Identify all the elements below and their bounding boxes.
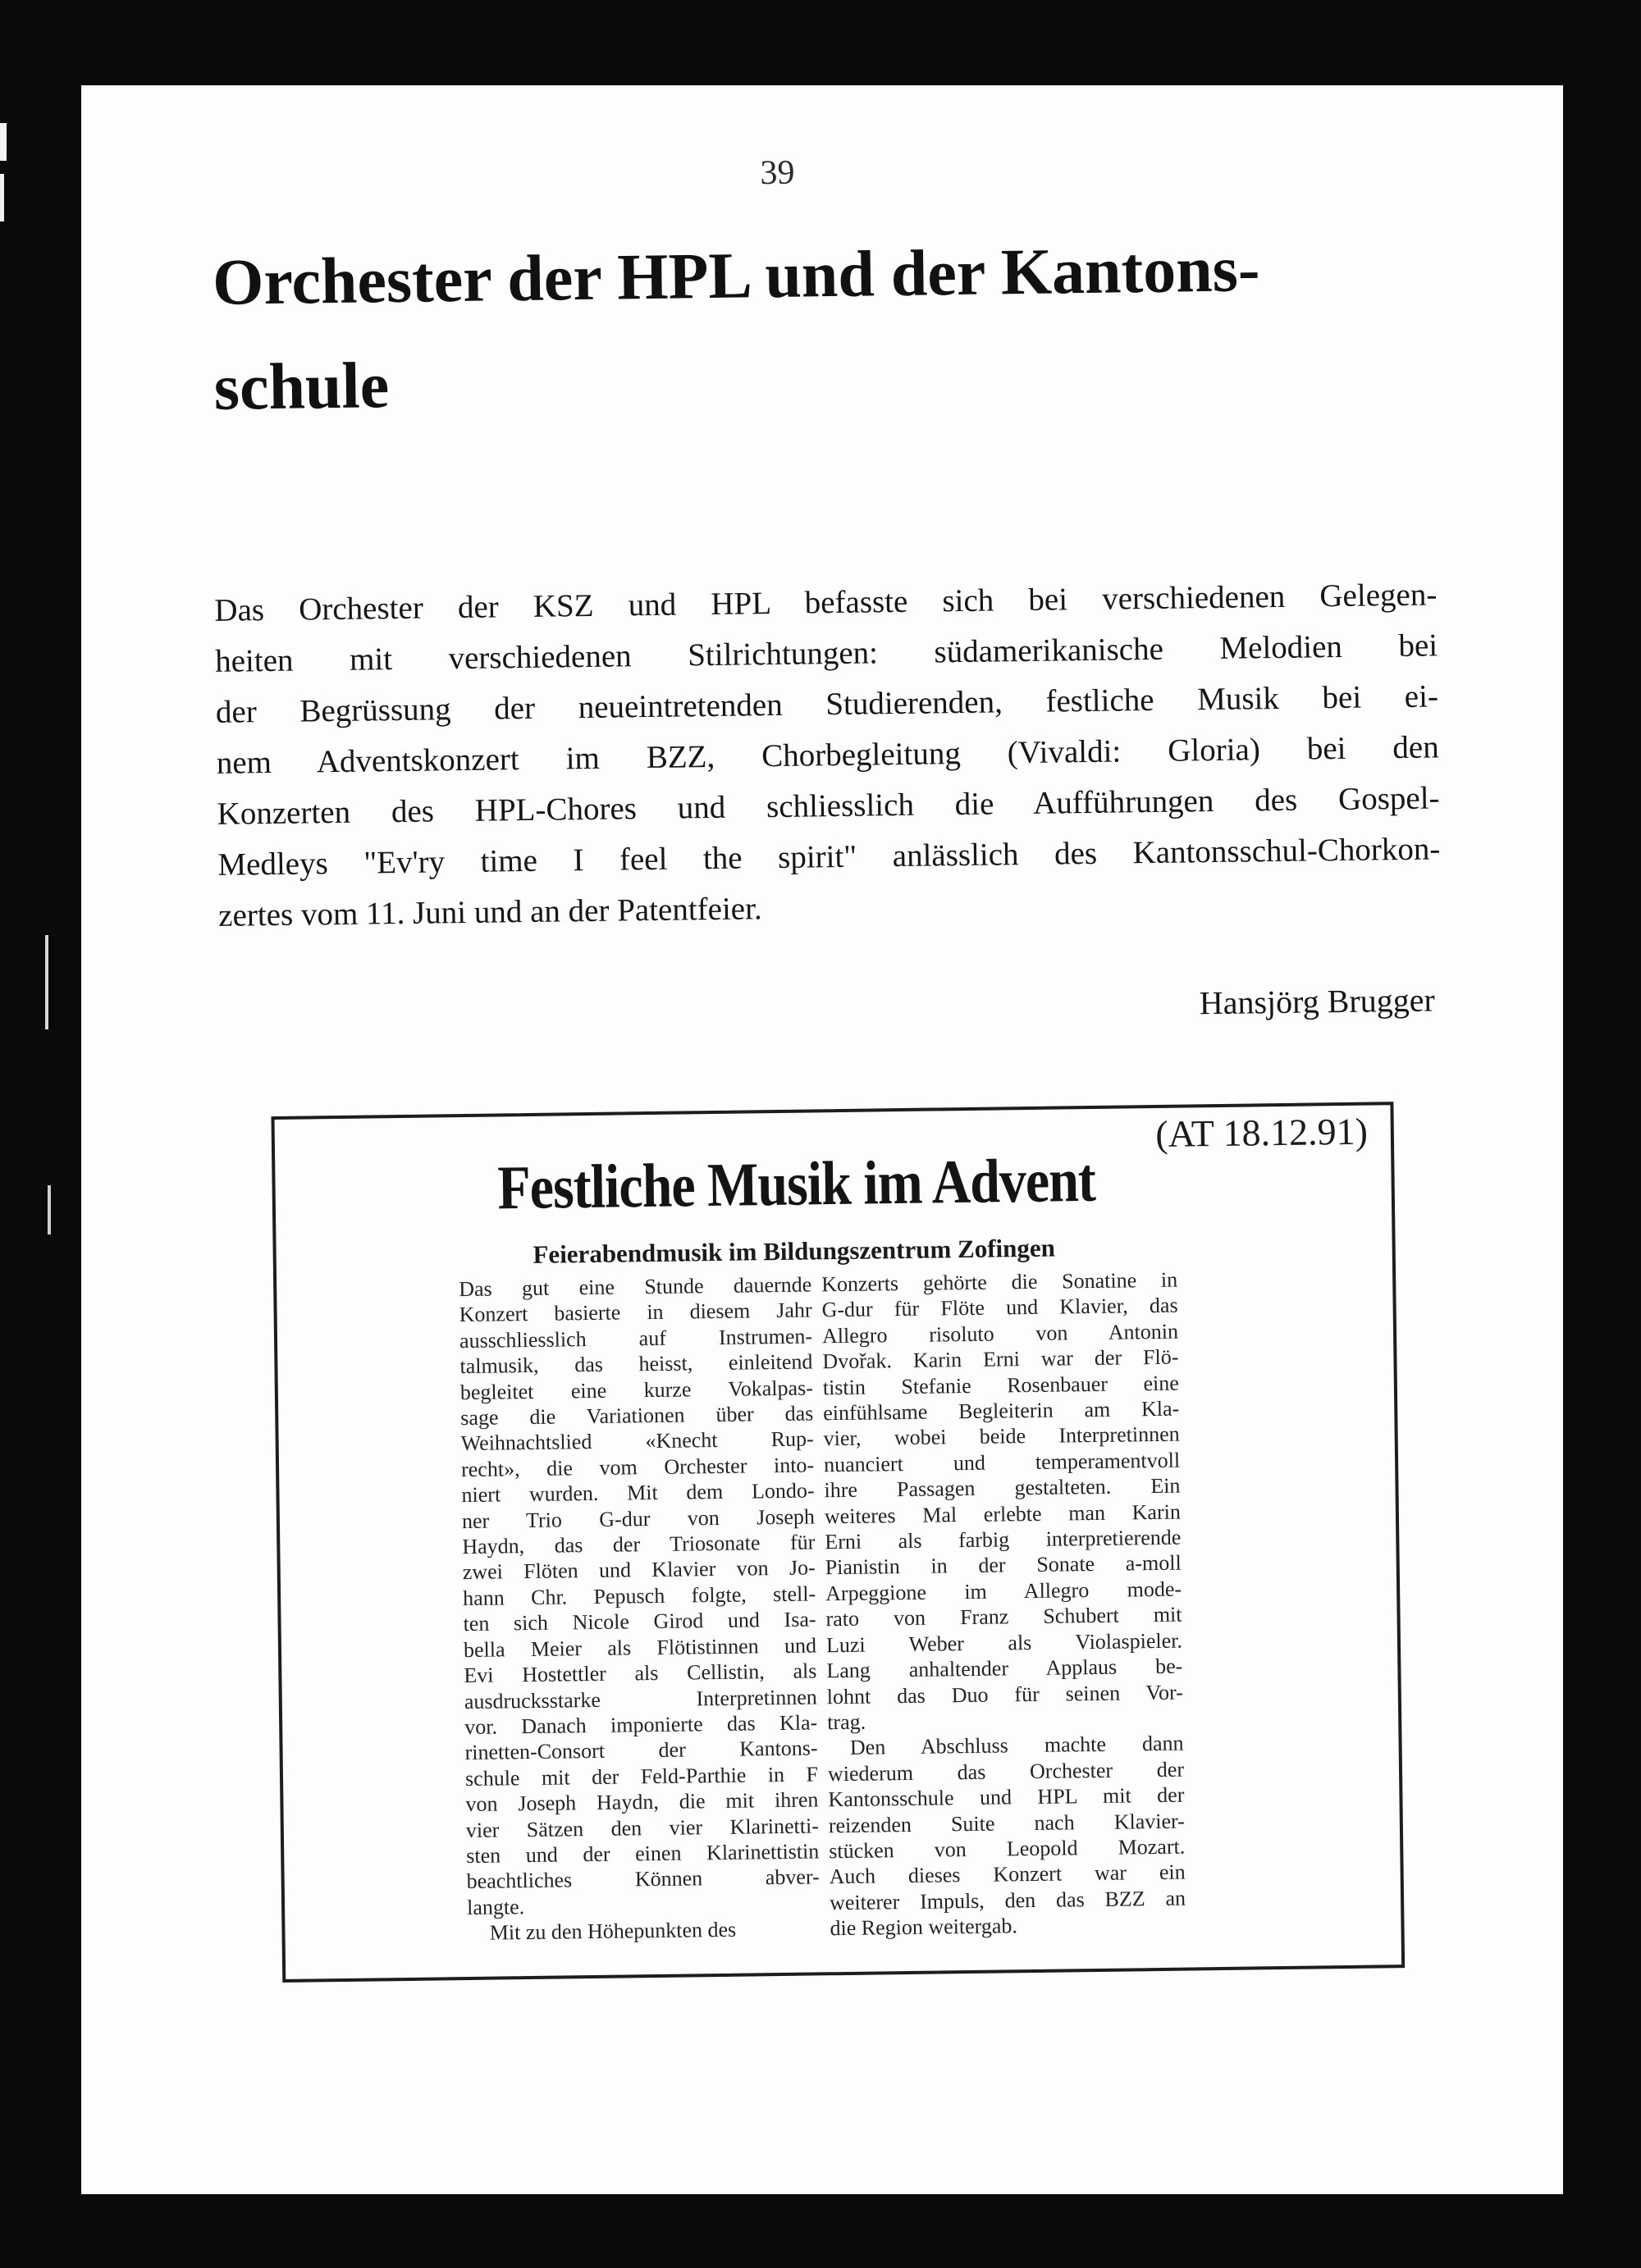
text-line: talmusik, das heisst, einleitend bbox=[459, 1349, 813, 1379]
text-line: von Joseph Haydn, die mit ihren bbox=[465, 1787, 819, 1817]
text-line: Kantonsschule und HPL mit der bbox=[828, 1782, 1185, 1812]
text-line: nuanciert und temperamentvoll bbox=[823, 1448, 1181, 1477]
text-line: heiten mit verschiedenen Stilrichtungen: südamerikanische Melodien bei bbox=[214, 627, 1438, 679]
text-line: ausdrucksstarke Interpretinnen bbox=[464, 1684, 817, 1714]
text-line: die Region weitergab. bbox=[830, 1914, 1018, 1941]
text-line: sten und der einen Klarinettistin bbox=[466, 1839, 820, 1868]
title-line-1: Orchester der HPL und der Kantons- bbox=[212, 233, 1261, 319]
clipping-source-date: (AT 18.12.91) bbox=[1154, 1110, 1369, 1155]
text-line: schule mit der Feld-Parthie in F bbox=[464, 1762, 819, 1791]
text-line: beachtliches Können abver- bbox=[466, 1864, 820, 1894]
text-line: Pianistin in der Sonate a-moll bbox=[825, 1551, 1182, 1580]
text-line: weiteres Mal erlebte man Karin bbox=[824, 1499, 1182, 1528]
text-line: Luzi Weber als Violaspieler. bbox=[825, 1628, 1183, 1657]
text-line: lohnt das Duo für seinen Vor- bbox=[826, 1680, 1183, 1709]
article-title bbox=[212, 214, 1478, 440]
text-line: tistin Stefanie Rosenbauer eine bbox=[822, 1371, 1180, 1399]
text-line: einfühlsame Begleiterin am Kla- bbox=[823, 1396, 1180, 1426]
text-line: bella Meier als Flötistinnen und bbox=[463, 1633, 817, 1662]
text-line: Konzerts gehörte die Sonatine in bbox=[821, 1267, 1178, 1297]
text-line: Medleys "Ev'ry time I feel the spirit" anlässlich des Kantonsschul-Chorkon- bbox=[217, 831, 1441, 883]
clipping-columns bbox=[459, 1267, 1186, 1946]
text-line: zwei Flöten und Klavier von Jo- bbox=[462, 1555, 816, 1585]
page-number: 39 bbox=[760, 153, 795, 193]
text-line: sage die Variationen über das bbox=[460, 1401, 814, 1431]
text-line: niert wurden. Mit dem Londo- bbox=[461, 1478, 815, 1508]
clipping-headline: Festliche Musik im Advent bbox=[496, 1146, 1096, 1223]
text-line: G-dur für Flöte und Klavier, das bbox=[821, 1294, 1178, 1322]
title-line-2: schule bbox=[213, 349, 390, 424]
text-line: nem Adventskonzert im BZZ, Chorbegleitung (Vivaldi: Gloria) bei den bbox=[216, 729, 1439, 781]
text-line: Arpeggione im Allegro mode- bbox=[825, 1577, 1182, 1606]
text-line: stücken von Leopold Mozart. bbox=[829, 1834, 1186, 1864]
text-line: ner Trio G-dur von Joseph bbox=[461, 1504, 816, 1533]
text-line: ten sich Nicole Girod und Isa- bbox=[463, 1607, 816, 1636]
text-line: Auch dieses Konzert war ein bbox=[829, 1860, 1186, 1889]
text-line: recht», die vom Orchester into- bbox=[460, 1453, 815, 1481]
document-page bbox=[81, 85, 1563, 2194]
text-line: Den Abschluss machte dann bbox=[849, 1731, 1184, 1760]
clipping-subheadline: Feierabendmusik im Bildungszentrum Zofingen bbox=[533, 1233, 1056, 1269]
scan-artifact bbox=[48, 1185, 51, 1234]
page-content bbox=[81, 66, 1590, 2193]
text-line: Konzerten des HPL-Chores und schliesslich die Aufführungen des Gospel- bbox=[217, 780, 1440, 832]
author-signature: Hansjörg Brugger bbox=[1199, 981, 1436, 1022]
text-line: vor. Danach imponierte das Kla- bbox=[464, 1710, 818, 1739]
text-line: rato von Franz Schubert mit bbox=[825, 1602, 1182, 1631]
clipping-column-left bbox=[459, 1271, 820, 1946]
text-line: Konzert basierte in diesem Jahr bbox=[459, 1298, 812, 1327]
newspaper-clipping bbox=[271, 1102, 1405, 1983]
scan-artifact bbox=[45, 935, 48, 1029]
text-line: Dvořak. Karin Erni war der Flö- bbox=[822, 1344, 1179, 1374]
scan-artifact bbox=[0, 123, 7, 161]
text-line: vier Sätzen den vier Klarinetti- bbox=[465, 1813, 820, 1842]
text-line: der Begrüssung der neueintretenden Studierenden, festliche Musik bei ei- bbox=[215, 678, 1439, 730]
text-line: ihre Passagen gestalteten. Ein bbox=[824, 1473, 1181, 1503]
text-line: vier, wobei beide Interpretinnen bbox=[823, 1422, 1180, 1451]
scan-artifact bbox=[0, 174, 4, 221]
text-line: Allegro risoluto von Antonin bbox=[821, 1319, 1179, 1348]
text-line: hann Chr. Pepusch folgte, stell- bbox=[462, 1581, 816, 1610]
text-line: Das gut eine Stunde dauernde bbox=[459, 1272, 812, 1302]
text-line: Haydn, das der Triosonate für bbox=[462, 1530, 816, 1559]
text-line: rinetten-Consort der Kantons- bbox=[464, 1736, 818, 1765]
text-line: trag. bbox=[827, 1709, 866, 1735]
text-line: Lang anhaltender Applaus be- bbox=[826, 1654, 1183, 1683]
text-line: Evi Hostettler als Cellistin, als bbox=[464, 1659, 817, 1688]
text-line: Weihnachtslied «Knecht Rup- bbox=[460, 1426, 814, 1456]
text-line: Das Orchester der KSZ und HPL befasste sich bei verschiedenen Gelegen- bbox=[214, 577, 1438, 628]
text-line: weiterer Impuls, den das BZZ an bbox=[829, 1886, 1186, 1914]
article-body bbox=[214, 569, 1442, 941]
text-line: Erni als farbig interpretierende bbox=[825, 1525, 1182, 1554]
text-line: langte. bbox=[466, 1894, 525, 1919]
clipping-column-right bbox=[821, 1267, 1186, 1942]
text-line: wiederum das Orchester der bbox=[827, 1757, 1185, 1786]
text-line: reizenden Suite nach Klavier- bbox=[828, 1809, 1185, 1837]
text-line: Mit zu den Höhepunkten des bbox=[489, 1917, 737, 1945]
text-line: begleitet eine kurze Vokalpas- bbox=[459, 1376, 814, 1404]
text-line: ausschliesslich auf Instrumen- bbox=[459, 1324, 813, 1353]
text-line: zertes vom 11. Juni und an der Patentfeier. bbox=[217, 891, 762, 933]
